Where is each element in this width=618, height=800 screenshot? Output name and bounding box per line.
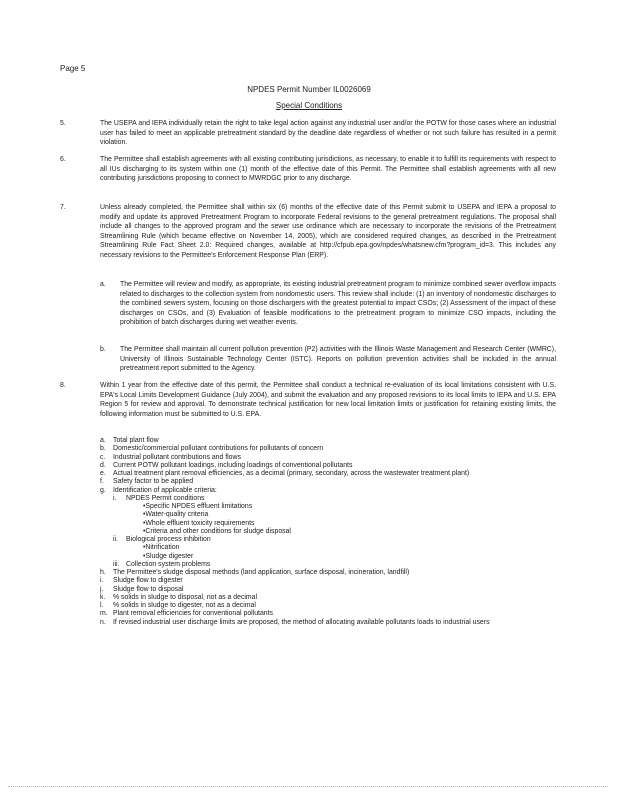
list-item-text: •Water-quality criteria — [143, 511, 209, 519]
list-item-letter: j. — [100, 585, 104, 593]
list-item-text: If revised industrial user discharge limits are proposed, the method of allocating available pollutants loads to industrial users — [113, 618, 490, 626]
list-item-letter: b. — [100, 445, 106, 453]
list-item-text: The Permittee's sludge disposal methods (land application, surface disposal, incineration, landfill) — [113, 569, 410, 576]
list-item-text: Total plant flow — [113, 437, 159, 444]
list-item-text: Sludge flow to disposal — [113, 585, 184, 593]
list-item — [100, 487, 556, 495]
list-item-letter: f. — [100, 478, 104, 486]
list-item-letter: g. — [100, 486, 106, 494]
list-item — [100, 553, 556, 561]
condition-text: Unless already completed, the Permittee shall within six (6) months of the effective date of this Permit submit to USEPA and IEPA a proposal to modify and update its approved Pretreatment Program to incorporate Federal revisions to the general pretreatment regulations. The proposal shall include all changes to the approved program and the sewer use ordinance which are necessary to incorporate the revisions of the Pretreatment Streamlining Rule (which became effective on November 14, 2005), which are considered required changes, as described in the Pretreatment Streamlining Rule Fact Sheet 2.0: Required changes, available at http://cfpub.epa.gov/npdes/whatsnew.cfm?program_id=3. This includes any necessary revisions to the Permittee's Enforcement Response Plan (ERP). — [100, 204, 556, 259]
list-item-letter: l. — [100, 602, 104, 609]
list-item-text: •Nitrification — [143, 544, 180, 552]
condition-number: 5. — [60, 120, 66, 127]
list-item-text: Biological process inhibition — [126, 536, 211, 543]
list-item-text: Actual treatment plant removal efficiencies, as a decimal (primary, secondary, across the wastewater treatment plant) — [113, 470, 470, 477]
list-item-text: •Criteria and other conditions for sludge disposal — [143, 527, 291, 535]
list-item-text: Identification of applicable criteria: — [113, 486, 217, 494]
list-item-text: Collection system problems — [126, 560, 211, 568]
list-item — [100, 495, 556, 503]
list-item-text: % solids in sludge to digester, not as a decimal — [113, 602, 256, 609]
list-item-letter: k. — [100, 593, 106, 601]
list-item-text: Domestic/commercial pollutant contributions for pollutants of concern — [113, 445, 324, 453]
condition-number: 6. — [60, 156, 66, 163]
list-item — [100, 478, 556, 486]
condition-text: Within 1 year from the effective date of this permit, the Permittee shall conduct a technical re-evaluation of its local limitations consistent with U.S. EPA's Local Limits Development Guidance (July 2004), and submit the evaluation and any proposed revisions to its local limits to IEPA and U.S. EPA Region 5 for review and approval. To demonstrate technical justification for new local limitation limits or justification for retaining existing limits, the following information must be submitted to U.S. EPA. — [100, 382, 556, 418]
list-item — [100, 610, 556, 618]
list-item-letter: d. — [100, 461, 106, 469]
condition-text: The Permittee shall establish agreements with all existing contributing jurisdictions, as necessary, to enable it to fulfill its requirements with respect to all IUs discharging to its system within one (1) month of the effective date of this Permit. The Permittee shall establish agreements with all new contributing jurisdictions proposing to connect to MWRDGC prior to any discharge. — [100, 156, 556, 183]
required-information-list — [100, 437, 556, 635]
list-item — [100, 437, 556, 445]
list-item-text: •Sludge digester — [143, 552, 194, 560]
list-item — [100, 520, 556, 528]
list-item — [100, 594, 556, 602]
sub-text: The Permittee shall maintain all current pollution prevention (P2) activities with the Illinois Waste Management and Research Center (WMRC), University of Illinois Sustainable Technology Center (ISTC). Reports on pollution prevention activities shall be included in the annual pretreatment report submitted to the Agency. — [120, 346, 556, 373]
list-item-letter: e. — [100, 470, 106, 477]
list-item — [100, 536, 556, 544]
list-item-letter: ii. — [113, 536, 118, 543]
scan-artifact-line — [8, 786, 608, 789]
list-item — [100, 544, 556, 552]
list-item-letter: a. — [100, 437, 106, 444]
list-item-text: Plant removal efficiencies for conventional pollutants — [113, 610, 273, 618]
list-item — [100, 561, 556, 569]
list-item — [100, 569, 556, 577]
list-item — [100, 462, 556, 470]
sub-letter: a. — [100, 281, 106, 288]
list-item — [100, 511, 556, 519]
list-item — [100, 602, 556, 610]
list-item-letter: c. — [100, 453, 106, 461]
list-item-letter: i. — [113, 494, 117, 502]
list-item — [100, 528, 556, 536]
permit-title: NPDES Permit Number IL0026069 — [247, 85, 371, 94]
list-item-text: NPDES Permit conditions — [126, 494, 205, 502]
list-item — [100, 577, 556, 585]
list-item-text: •Specific NPDES effluent limitations — [143, 503, 253, 510]
list-item-text: Industrial pollutant contributions and flows — [113, 453, 241, 461]
list-item-letter: n. — [100, 618, 106, 626]
condition-number: 8. — [60, 382, 66, 389]
list-item — [100, 503, 556, 511]
list-item-text: Sludge flow to digester — [113, 577, 183, 585]
sub-letter: b. — [100, 346, 106, 353]
list-item-text: % solids in sludge to disposal, not as a decimal — [113, 593, 258, 601]
section-title: Special Conditions — [275, 101, 343, 110]
list-item-letter: h. — [100, 569, 106, 576]
list-item — [100, 586, 556, 594]
list-item-text: •Whole effluent toxicity requirements — [143, 519, 255, 527]
list-item-letter: iii. — [113, 560, 120, 568]
list-item — [100, 454, 556, 462]
condition-number: 7. — [60, 204, 66, 211]
list-item — [100, 445, 556, 453]
list-item-text: Current POTW pollutant loadings, including loadings of conventional pollutants — [113, 461, 353, 469]
list-item — [100, 619, 556, 636]
sub-text: The Permittee will review and modify, as appropriate, its existing industrial pretreatment program to minimize combined sewer overflow impacts related to discharges to the collection system from nondomestic users. This review shall include: (1) an inventory of nondomestic discharges to the combined sewers system, focusing on those dischargers with the greatest potential to impact CSOs; (2) Assessment of the impact of these discharges on CSOs, and (3) Evaluation of feasible modifications to the pretreatment program to minimize CSO impacts, including the prohibition of batch discharges during wet weather events. — [120, 281, 556, 327]
list-item-text: Safety factor to be applied — [113, 478, 194, 486]
page-number: Page 5 — [60, 64, 86, 73]
list-item-letter: i. — [100, 577, 104, 585]
condition-text: The USEPA and IEPA individually retain the right to take legal action against any industrial user and/or the POTW for those cases where an industrial user has failed to meet an applicable pretreatment standard by the deadline date regardless of whether or not such failure has resulted in a permit violation. — [100, 120, 556, 147]
list-item-letter: m. — [100, 610, 108, 618]
list-item — [100, 470, 556, 478]
